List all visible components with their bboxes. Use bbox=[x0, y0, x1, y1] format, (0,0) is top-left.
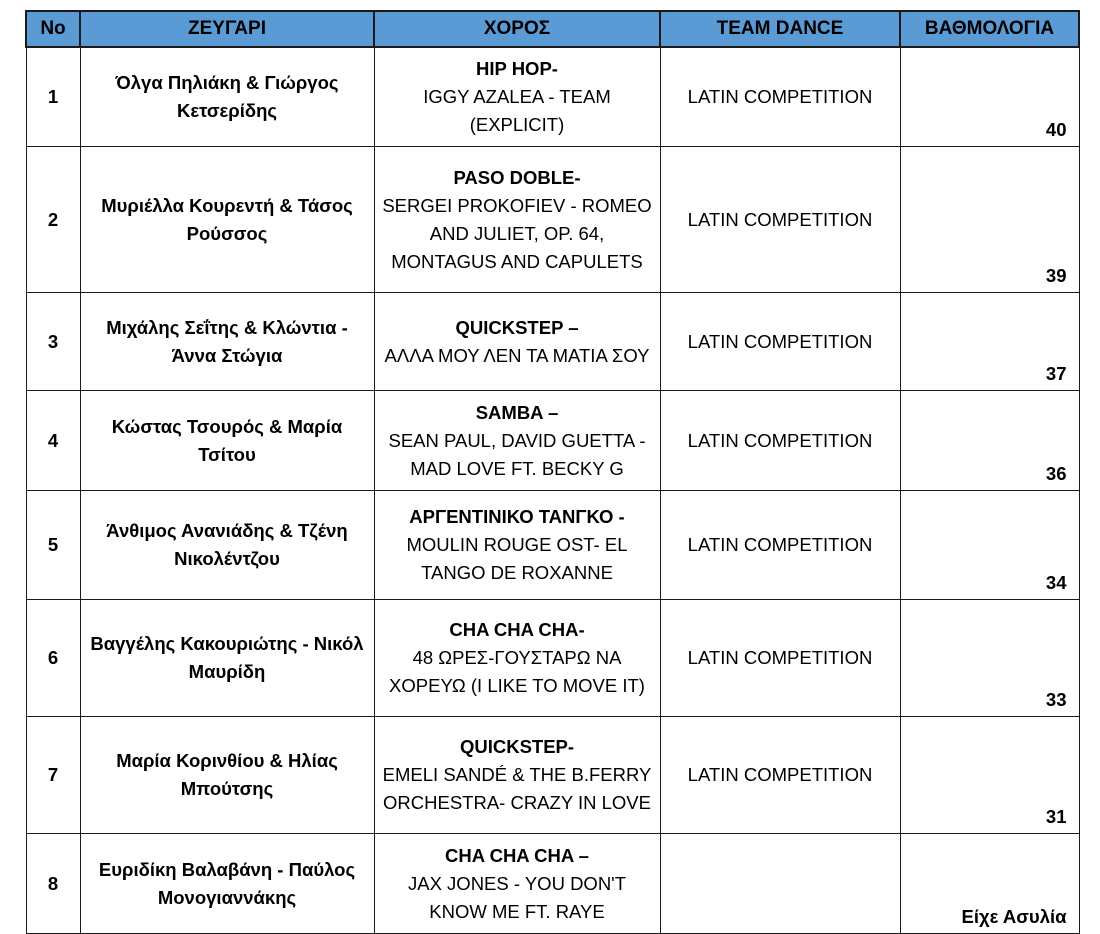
couple-name: Ευριδίκη Βαλαβάνη - Παύλος Μονογιαννάκης bbox=[80, 834, 374, 934]
couple-name: Βαγγέλης Κακουριώτης - Νικόλ Μαυρίδη bbox=[80, 600, 374, 717]
row-number: 5 bbox=[26, 491, 80, 600]
header-couple: ΖΕΥΓΑΡΙ bbox=[80, 11, 374, 47]
song-title: JAX JONES - YOU DON'T KNOW ME FT. RAYE bbox=[407, 872, 627, 922]
team-dance: LATIN COMPETITION bbox=[660, 147, 900, 293]
dance-cell bbox=[374, 717, 660, 834]
team-dance bbox=[660, 834, 900, 934]
team-dance: LATIN COMPETITION bbox=[660, 391, 900, 491]
table-row bbox=[26, 391, 1079, 491]
table-row bbox=[26, 834, 1079, 934]
table-row bbox=[26, 491, 1079, 600]
dance-cell bbox=[374, 834, 660, 934]
song-title: EMELI SANDÉ & THE B.FERRY ORCHESTRA- CRAZY IN LOVE bbox=[382, 764, 652, 813]
dance-name: QUICKSTEP – bbox=[455, 316, 579, 338]
dance-name: QUICKSTEP- bbox=[459, 736, 575, 757]
team-dance: LATIN COMPETITION bbox=[660, 717, 900, 834]
header-score: ΒΑΘΜΟΛΟΓΙΑ bbox=[900, 11, 1079, 47]
row-number: 3 bbox=[26, 293, 80, 391]
dance-cell bbox=[374, 600, 660, 717]
song-title: 48 ΩΡΕΣ-ΓΟΥΣΤΑΡΩ ΝΑ ΧΟΡΕΥΩ (I LIKE TO MOVE IT) bbox=[389, 647, 645, 696]
results-table bbox=[25, 10, 1080, 934]
dance-name: HIP HOP- bbox=[476, 58, 558, 79]
score-value: 31 bbox=[900, 717, 1079, 834]
song-title: ΑΛΛΑ ΜΟΥ ΛΕΝ ΤΑ ΜΑΤΙΑ ΣΟΥ bbox=[384, 344, 650, 366]
row-number: 7 bbox=[26, 717, 80, 834]
table-row bbox=[26, 717, 1079, 834]
dance-cell bbox=[374, 293, 660, 391]
table-row bbox=[26, 47, 1079, 147]
header-no: No bbox=[26, 11, 80, 47]
dance-cell bbox=[374, 47, 660, 147]
dance-name: CHA CHA CHA- bbox=[449, 619, 585, 640]
song-title: IGGY AZALEA - TEAM (EXPLICIT) bbox=[423, 86, 611, 135]
couple-name: Μυριέλλα Κουρεντή & Τάσος Ρούσσος bbox=[80, 147, 374, 293]
row-number: 2 bbox=[26, 147, 80, 293]
dance-cell bbox=[374, 491, 660, 600]
couple-name: Κώστας Τσουρός & Μαρία Τσίτου bbox=[80, 391, 374, 491]
table-row bbox=[26, 147, 1079, 293]
couple-name: Άνθιμος Ανανιάδης & Τζένη Νικολέντζου bbox=[80, 491, 374, 600]
team-dance: LATIN COMPETITION bbox=[660, 293, 900, 391]
couple-name: Μιχάλης Σεΐτης & Κλώντια - Άννα Στώγια bbox=[80, 293, 374, 391]
score-value: 39 bbox=[900, 147, 1079, 293]
song-title: SEAN PAUL, DAVID GUETTA - MAD LOVE FT. BECKY G bbox=[388, 429, 646, 479]
team-dance: LATIN COMPETITION bbox=[660, 47, 900, 147]
couple-name: Όλγα Πηλιάκη & Γιώργος Κετσερίδης bbox=[80, 47, 374, 147]
dance-name: CHA CHA CHA – bbox=[445, 844, 589, 866]
table-header bbox=[26, 11, 1079, 47]
header-team-dance: TEAM DANCE bbox=[660, 11, 900, 47]
dance-cell bbox=[374, 147, 660, 293]
dance-name: ΑΡΓΕΝΤΙΝΙΚΟ ΤΑΝΓΚΟ - bbox=[409, 506, 625, 527]
row-number: 6 bbox=[26, 600, 80, 717]
song-title: SERGEI PROKOFIEV - ROMEO AND JULIET, OP. 64, MONTAGUS AND CAPULETS bbox=[382, 194, 652, 272]
table-row bbox=[26, 600, 1079, 717]
score-value: 40 bbox=[900, 47, 1079, 147]
team-dance: LATIN COMPETITION bbox=[660, 600, 900, 717]
score-value: 36 bbox=[900, 391, 1079, 491]
score-value: Είχε Ασυλία bbox=[900, 834, 1079, 934]
row-number: 8 bbox=[26, 834, 80, 934]
dance-name: PASO DOBLE- bbox=[453, 166, 581, 188]
team-dance: LATIN COMPETITION bbox=[660, 491, 900, 600]
header-dance: ΧΟΡΟΣ bbox=[374, 11, 660, 47]
dance-cell bbox=[374, 391, 660, 491]
score-value: 34 bbox=[900, 491, 1079, 600]
song-title: MOULIN ROUGE OST- EL TANGO DE ROXANNE bbox=[406, 534, 628, 583]
score-value: 33 bbox=[900, 600, 1079, 717]
row-number: 1 bbox=[26, 47, 80, 147]
row-number: 4 bbox=[26, 391, 80, 491]
table-row bbox=[26, 293, 1079, 391]
dance-name: SAMBA – bbox=[475, 401, 559, 423]
score-value: 37 bbox=[900, 293, 1079, 391]
couple-name: Μαρία Κορινθίου & Ηλίας Μπούτσης bbox=[80, 717, 374, 834]
